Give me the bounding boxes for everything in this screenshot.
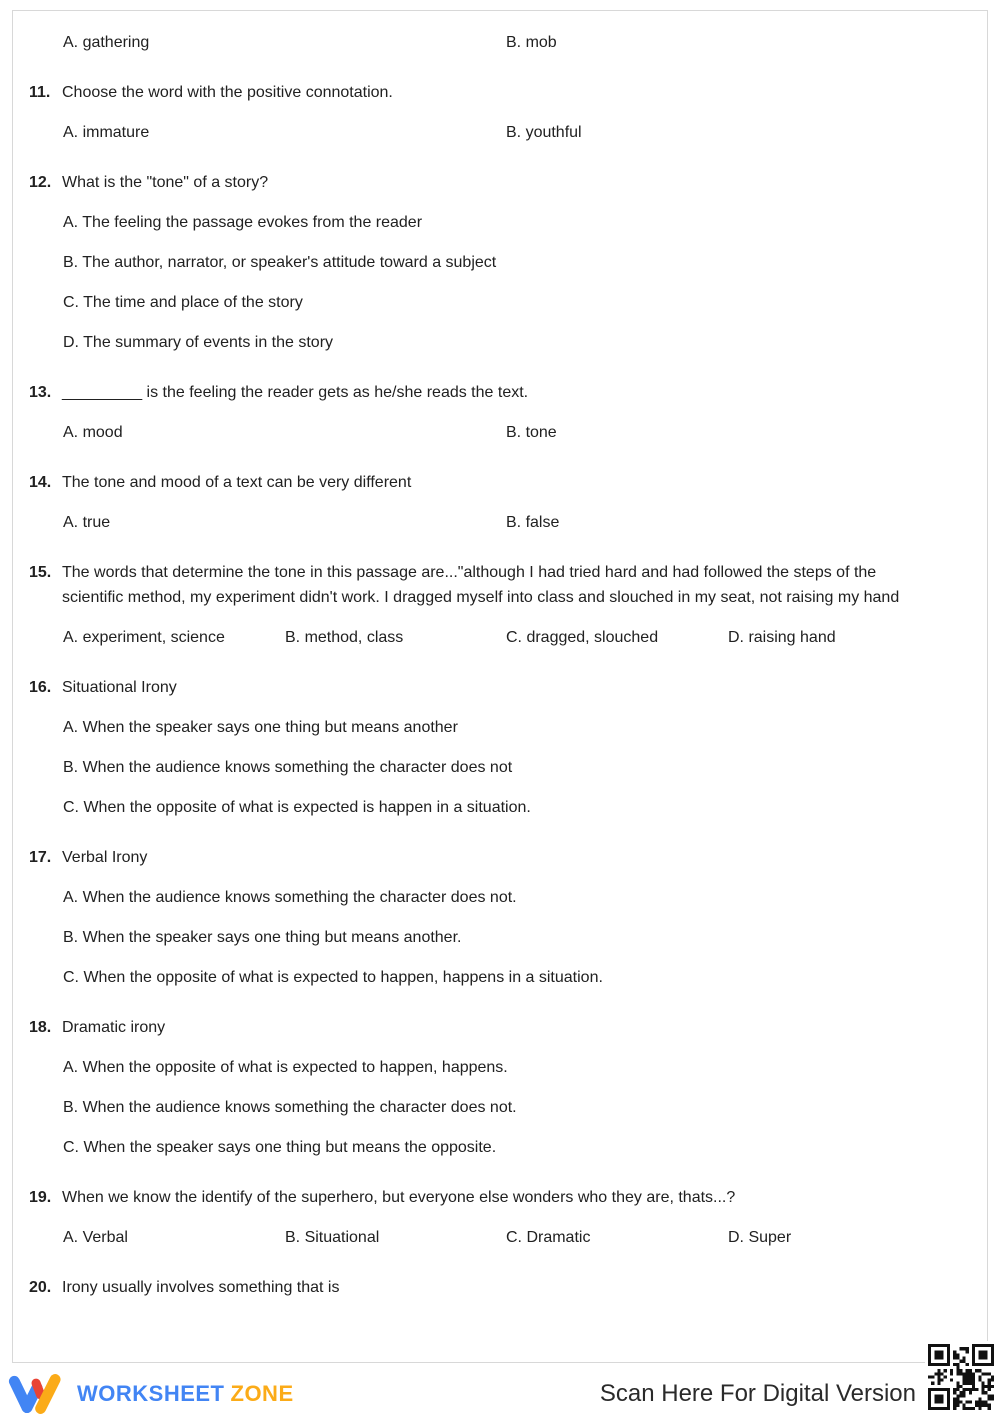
question-text: What is the "tone" of a story? — [62, 174, 269, 191]
option: D. The summary of events in the story — [63, 334, 334, 351]
option: C. When the speaker says one thing but means the opposite. — [63, 1139, 497, 1156]
question-18 — [13, 1015, 987, 1040]
question-number: 16. — [29, 679, 52, 696]
question-14-options — [13, 510, 987, 535]
option: C. Dramatic — [506, 1229, 591, 1246]
option: B. youthful — [506, 124, 582, 141]
question-17 — [13, 845, 987, 870]
option: B. When the speaker says one thing but means another. — [63, 929, 462, 946]
brand-name-zone: ZONE — [230, 1381, 294, 1406]
question-14 — [13, 470, 987, 495]
option: B. Situational — [285, 1229, 380, 1246]
question-number: 15. — [29, 564, 52, 581]
question-11 — [13, 80, 987, 105]
question-number: 14. — [29, 474, 52, 491]
option: A. The feeling the passage evokes from the reader — [63, 214, 423, 231]
worksheetzone-brand — [8, 1374, 294, 1414]
option: A. immature — [63, 124, 150, 141]
question-number: 17. — [29, 849, 52, 866]
question-text: Choose the word with the positive connotation. — [62, 84, 393, 101]
option: A. When the speaker says one thing but means another — [63, 719, 458, 736]
option: C. The time and place of the story — [63, 294, 303, 311]
option: A. gathering — [63, 34, 150, 51]
option: B. method, class — [285, 629, 404, 646]
option: B. When the audience knows something the character does not. — [63, 1099, 517, 1116]
option: A. Verbal — [63, 1229, 128, 1246]
question-number: 12. — [29, 174, 52, 191]
option: A. experiment, science — [63, 629, 225, 646]
qr-code — [925, 1341, 997, 1413]
question-10-options — [13, 30, 987, 55]
question-11-options — [13, 120, 987, 145]
option: C. When the opposite of what is expected to happen, happens in a situation. — [63, 969, 603, 986]
question-text: Situational Irony — [62, 679, 177, 696]
option: D. raising hand — [728, 629, 836, 646]
option: B. false — [506, 514, 560, 531]
option: C. When the opposite of what is expected is happen in a situation. — [63, 799, 531, 816]
question-20 — [13, 1275, 987, 1300]
question-text: The tone and mood of a text can be very different — [62, 474, 412, 491]
question-number: 11. — [29, 84, 51, 101]
question-16-options — [13, 715, 987, 820]
question-12 — [13, 170, 987, 195]
question-text: Verbal Irony — [62, 849, 148, 866]
question-16 — [13, 675, 987, 700]
question-17-options — [13, 885, 987, 990]
option: A. mood — [63, 424, 123, 441]
brand-name — [77, 1381, 294, 1407]
option: B. mob — [506, 34, 557, 51]
option: B. When the audience knows something the character does not — [63, 759, 513, 776]
worksheetzone-logo-icon — [8, 1374, 66, 1414]
option: A. When the opposite of what is expected to happen, happens. — [63, 1059, 508, 1076]
option: A. When the audience knows something the character does not. — [63, 889, 517, 906]
option: C. dragged, slouched — [506, 629, 659, 646]
question-19 — [13, 1185, 987, 1210]
question-13-options — [13, 420, 987, 445]
option: B. tone — [506, 424, 557, 441]
question-text: _________ is the feeling the reader gets as he/she reads the text. — [62, 384, 529, 401]
question-number: 19. — [29, 1189, 52, 1206]
question-number: 18. — [29, 1019, 52, 1036]
question-text: The words that determine the tone in this passage are..."although I had tried hard and had followed the steps of the scientific method, my experiment didn't work. I dragged myself into class and slouched in my seat, not raising my hand — [62, 564, 900, 606]
question-text: When we know the identify of the superhero, but everyone else wonders who they are, thats...? — [62, 1189, 736, 1206]
question-number: 20. — [29, 1279, 52, 1296]
option: A. true — [63, 514, 111, 531]
scan-here-label: Scan Here For Digital Version — [599, 1380, 916, 1407]
question-18-options — [13, 1055, 987, 1160]
worksheet-page — [12, 10, 988, 1363]
question-15 — [13, 560, 987, 610]
brand-name-worksheet: WORKSHEET — [77, 1381, 225, 1406]
question-12-options — [13, 210, 987, 355]
option: B. The author, narrator, or speaker's attitude toward a subject — [63, 254, 497, 271]
question-number: 13. — [29, 384, 52, 401]
question-15-options — [13, 625, 987, 650]
question-19-options — [13, 1225, 987, 1250]
option: D. Super — [728, 1229, 792, 1246]
question-13 — [13, 380, 987, 405]
question-text: Irony usually involves something that is — [62, 1279, 340, 1296]
question-text: Dramatic irony — [62, 1019, 166, 1036]
